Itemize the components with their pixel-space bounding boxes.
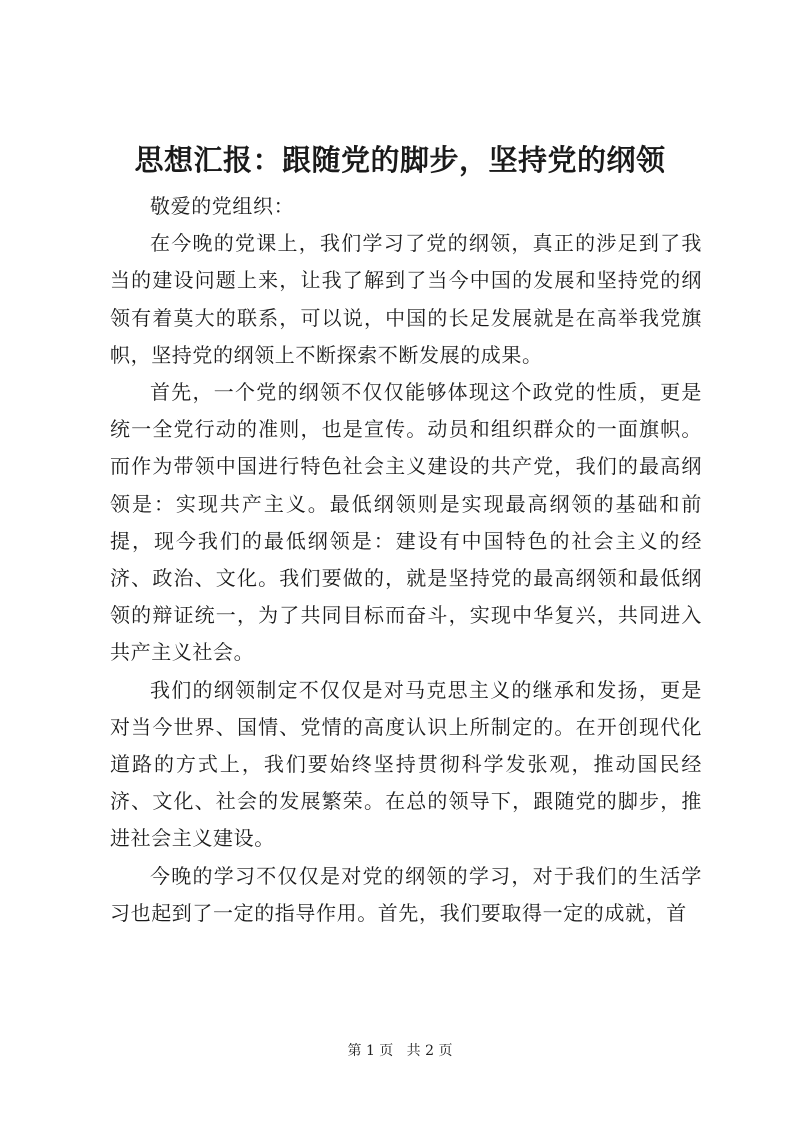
paragraph-2: 首先，一个党的纲领不仅仅能够体现这个政党的性质，更是统一全党行动的准则，也是宣传。动员和组织群众的一面旗帜。而作为带领中国进行特色社会主义建设的共产党，我们的最高纲领是：实现共产主义。最低纲领则是实现最高纲领的基础和前提，现今我们的最低纲领是：建设有中国特色的社会主义的经济、政治、文化。我们要做的，就是坚持党的最高纲领和最低纲领的辩证统一，为了共同目标而奋斗，实现中华复兴，共同进入共产主义社会。 — [110, 380, 702, 665]
document-title: 思想汇报：跟随党的脚步，坚持党的纲领 — [134, 143, 666, 177]
document-body — [110, 188, 702, 932]
paragraph-1: 在今晚的党课上，我们学习了党的纲领，真正的涉足到了我当的建设问题上来，让我了解到了当今中国的发展和坚持党的纲领有着莫大的联系，可以说，中国的长足发展就是在高举我党旗帜，坚持党的纲领上不断探索不断发展的成果。 — [110, 231, 702, 367]
page-number: 第 1 页 — [347, 1043, 394, 1059]
paragraph-4: 今晚的学习不仅仅是对党的纲领的学习，对于我们的生活学习也起到了一定的指导作用。首先，我们要取得一定的成就，首 — [110, 863, 702, 925]
footer-spacer — [398, 1043, 402, 1059]
page-footer — [0, 1041, 800, 1061]
salutation: 敬爱的党组织： — [150, 194, 295, 218]
page-total: 共 2 页 — [406, 1043, 453, 1059]
paragraph-3: 我们的纲领制定不仅仅是对马克思主义的继承和发扬，更是对当今世界、国情、党情的高度认识上所制定的。在开创现代化道路的方式上，我们要始终坚持贯彻科学发张观，推动国民经济、文化、社会的发展繁荣。在总的领导下，跟随党的脚步，推进社会主义建设。 — [110, 677, 702, 851]
